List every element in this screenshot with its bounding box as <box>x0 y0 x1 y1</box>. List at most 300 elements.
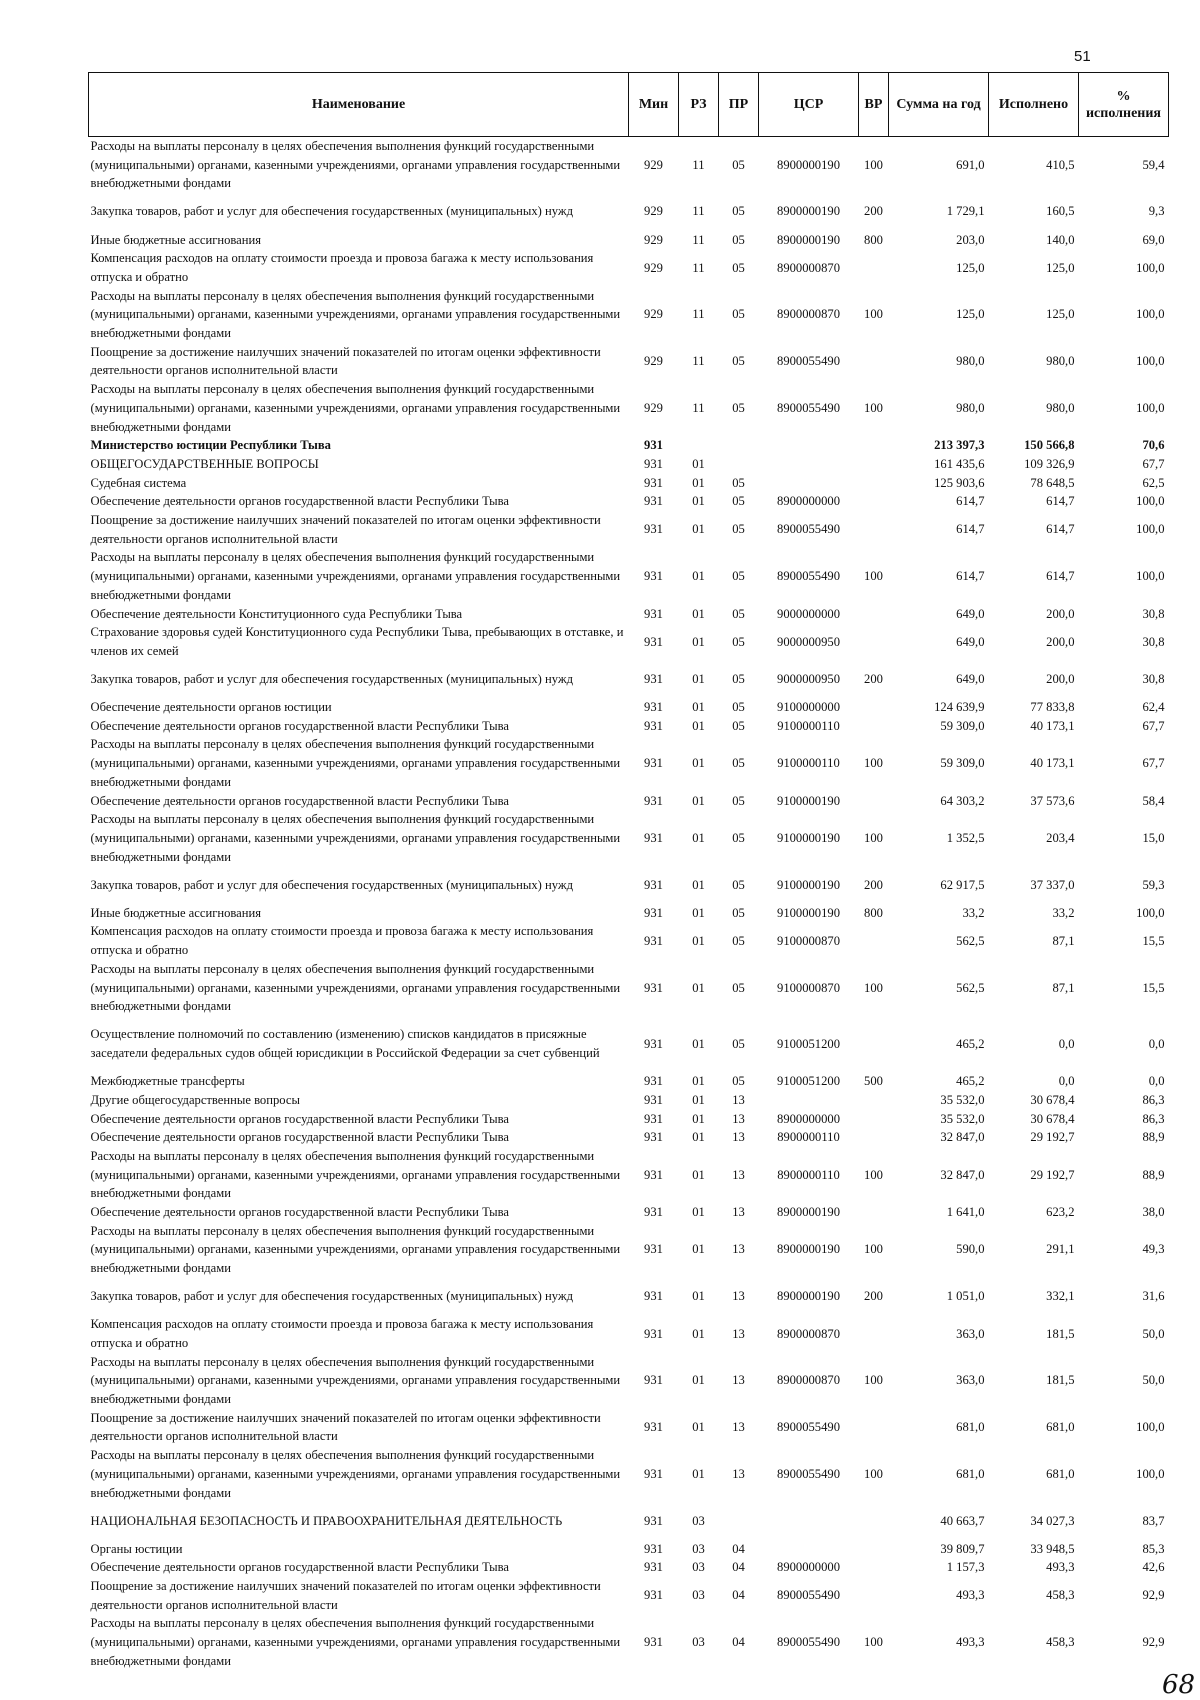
row-min: 931 <box>644 793 663 808</box>
row-csr: 9100000110 <box>777 756 840 771</box>
table-row <box>89 343 1169 380</box>
row-vr: 100 <box>864 830 883 845</box>
row-csr: 9100000000 <box>777 700 840 715</box>
col-header-min: Мин <box>629 73 679 137</box>
row-min: 931 <box>644 475 663 490</box>
table-row <box>89 810 1169 866</box>
row-min: 931 <box>644 1420 663 1435</box>
row-min: 931 <box>644 877 663 892</box>
row-done: 30 678,4 <box>1030 1111 1075 1126</box>
row-done: 458,3 <box>1046 1635 1075 1650</box>
row-pr: 05 <box>732 354 745 369</box>
row-csr: 8900000000 <box>777 1560 840 1575</box>
row-pct: 69,0 <box>1142 232 1165 247</box>
row-pr <box>719 1502 759 1539</box>
row-sum: 980,0 <box>956 400 985 415</box>
row-pr: 05 <box>732 718 745 733</box>
row-pr: 05 <box>732 494 745 509</box>
row-pct: 100,0 <box>1136 1420 1165 1435</box>
row-min: 931 <box>644 830 663 845</box>
row-done: 125,0 <box>1046 307 1075 322</box>
row-sum: 681,0 <box>956 1420 985 1435</box>
row-pct: 67,7 <box>1142 456 1165 471</box>
row-vr <box>859 474 889 493</box>
table-row <box>89 1502 1169 1539</box>
row-min: 931 <box>644 438 663 453</box>
row-done: 29 192,7 <box>1030 1167 1075 1182</box>
row-csr: 9100000190 <box>777 793 840 808</box>
row-min: 931 <box>644 1513 663 1528</box>
row-vr <box>859 717 889 736</box>
table-row <box>89 1091 1169 1110</box>
row-name: Обеспечение деятельности органов государственной власти Республики Тыва <box>90 494 509 509</box>
row-pr: 04 <box>732 1560 745 1575</box>
row-done: 87,1 <box>1052 980 1075 995</box>
row-vr: 100 <box>864 569 883 584</box>
row-sum: 493,3 <box>956 1588 985 1603</box>
row-min: 931 <box>644 1541 663 1556</box>
row-min: 931 <box>644 1092 663 1107</box>
table-row <box>89 1278 1169 1315</box>
row-pct: 31,6 <box>1142 1289 1165 1304</box>
row-name: Поощрение за достижение наилучших значений показателей по итогам оценки эффективности деятельности органов исполнительной власти <box>90 1410 601 1444</box>
row-done: 493,3 <box>1046 1560 1075 1575</box>
row-min: 929 <box>644 354 663 369</box>
row-name: Закупка товаров, работ и услуг для обеспечения государственных (муниципальных) нужд <box>90 672 573 687</box>
row-pct: 85,3 <box>1142 1541 1165 1556</box>
row-rz: 01 <box>692 672 705 687</box>
row-vr: 100 <box>864 1466 883 1481</box>
row-rz: 01 <box>692 634 705 649</box>
row-csr: 9000000950 <box>777 672 840 687</box>
row-csr <box>759 1502 859 1539</box>
row-rz: 01 <box>692 1111 705 1126</box>
row-rz: 11 <box>692 204 705 219</box>
row-vr <box>859 623 889 660</box>
row-vr <box>859 1091 889 1110</box>
table-row <box>89 1446 1169 1502</box>
col-header-pr: ПР <box>719 73 759 137</box>
table-row <box>89 1315 1169 1352</box>
row-done: 77 833,8 <box>1030 700 1075 715</box>
row-done: 614,7 <box>1046 522 1075 537</box>
row-sum: 33,2 <box>962 905 985 920</box>
row-min: 931 <box>644 1560 663 1575</box>
row-rz: 01 <box>692 933 705 948</box>
row-pct: 100,0 <box>1136 400 1165 415</box>
row-done: 614,7 <box>1046 569 1075 584</box>
row-pr: 05 <box>732 522 745 537</box>
row-min: 929 <box>644 157 663 172</box>
row-vr <box>859 1315 889 1352</box>
col-header-name: Наименование <box>89 73 629 137</box>
row-pr: 05 <box>732 204 745 219</box>
row-sum: 125,0 <box>956 260 985 275</box>
table-row <box>89 1203 1169 1222</box>
row-sum: 590,0 <box>956 1242 985 1257</box>
row-pct: 38,0 <box>1142 1205 1165 1220</box>
row-sum: 161 435,6 <box>934 456 985 471</box>
table-row <box>89 1128 1169 1147</box>
row-sum: 614,7 <box>956 494 985 509</box>
table-row <box>89 904 1169 923</box>
table-row <box>89 922 1169 959</box>
table-row <box>89 792 1169 811</box>
row-rz: 01 <box>692 456 705 471</box>
row-rz: 01 <box>692 569 705 584</box>
row-csr: 8900000110 <box>777 1167 840 1182</box>
row-vr <box>859 1502 889 1539</box>
table-row <box>89 735 1169 791</box>
row-vr: 100 <box>864 1635 883 1650</box>
row-sum: 124 639,9 <box>934 700 985 715</box>
row-done: 37 337,0 <box>1030 877 1075 892</box>
row-vr <box>859 492 889 511</box>
row-pct: 15,5 <box>1142 980 1165 995</box>
row-sum: 562,5 <box>956 933 985 948</box>
row-rz: 01 <box>692 718 705 733</box>
row-vr: 100 <box>864 1373 883 1388</box>
row-pct: 59,3 <box>1142 877 1165 892</box>
row-min: 931 <box>644 569 663 584</box>
table-row <box>89 455 1169 474</box>
table-row <box>89 1353 1169 1409</box>
row-csr: 8900000000 <box>777 494 840 509</box>
row-pr: 13 <box>732 1289 745 1304</box>
row-name: Органы юстиции <box>90 1541 183 1556</box>
row-vr: 200 <box>864 204 883 219</box>
row-sum: 649,0 <box>956 606 985 621</box>
row-pct: 9,3 <box>1148 204 1165 219</box>
row-sum: 562,5 <box>956 980 985 995</box>
row-name: Поощрение за достижение наилучших значений показателей по итогам оценки эффективности деятельности органов исполнительной власти <box>90 513 601 546</box>
row-csr: 9100000870 <box>777 933 840 948</box>
row-vr: 100 <box>864 1242 883 1257</box>
row-min: 931 <box>644 1205 663 1220</box>
row-pct: 42,6 <box>1142 1560 1165 1575</box>
row-name: Иные бюджетные ассигнования <box>90 905 262 920</box>
row-pr: 13 <box>732 1242 745 1257</box>
row-pct: 50,0 <box>1142 1373 1165 1388</box>
row-done: 980,0 <box>1046 400 1075 415</box>
row-sum: 64 303,2 <box>940 793 985 808</box>
row-vr: 200 <box>864 672 883 687</box>
row-min: 931 <box>644 700 663 715</box>
row-rz: 03 <box>692 1541 705 1556</box>
row-min: 929 <box>644 232 663 247</box>
row-csr: 8900055490 <box>777 1588 840 1603</box>
row-pr: 05 <box>732 307 745 322</box>
row-csr: 9100000190 <box>777 830 840 845</box>
row-name: Расходы на выплаты персоналу в целях обеспечения выполнения функций государственными (муниципальными) органами, казенными учреждениями, органами управления государственными внебюджетными фондами <box>90 288 621 341</box>
table-row <box>89 1409 1169 1446</box>
row-done: 681,0 <box>1046 1420 1075 1435</box>
row-csr: 9100000190 <box>777 877 840 892</box>
row-done: 332,1 <box>1046 1289 1075 1304</box>
row-name: Обеспечение деятельности органов государственной власти Республики Тыва <box>90 1130 509 1145</box>
row-pr: 05 <box>732 700 745 715</box>
row-csr: 8900055490 <box>777 400 840 415</box>
row-pr: 13 <box>732 1111 745 1126</box>
row-pr: 05 <box>732 672 745 687</box>
row-name: Расходы на выплаты персоналу в целях обеспечения выполнения функций государственными (муниципальными) органами, казенными учреждениями, органами управления государственными внебюджетными фондами <box>90 961 621 1014</box>
row-pr <box>719 455 759 474</box>
row-sum: 614,7 <box>956 522 985 537</box>
row-csr: 8900055490 <box>777 1635 840 1650</box>
row-csr: 8900000190 <box>777 232 840 247</box>
row-name: Закупка товаров, работ и услуг для обеспечения государственных (муниципальных) нужд <box>90 204 573 219</box>
row-pr: 05 <box>732 905 745 920</box>
row-csr: 8900000870 <box>777 1373 840 1388</box>
row-name: Закупка товаров, работ и услуг для обеспечения государственных (муниципальных) нужд <box>90 877 573 892</box>
row-rz: 03 <box>692 1588 705 1603</box>
row-name: Компенсация расходов на оплату стоимости проезда и провоза багажа к месту использования отпуска и обратно <box>90 251 594 284</box>
row-rz: 01 <box>692 756 705 771</box>
row-rz: 01 <box>692 830 705 845</box>
table-row <box>89 1222 1169 1278</box>
row-pr: 05 <box>732 830 745 845</box>
row-vr <box>859 1016 889 1072</box>
row-sum: 493,3 <box>956 1635 985 1650</box>
row-csr: 9000000950 <box>777 634 840 649</box>
row-min: 931 <box>644 1167 663 1182</box>
row-done: 40 173,1 <box>1030 756 1075 771</box>
row-pr: 04 <box>732 1635 745 1650</box>
row-pct: 88,9 <box>1142 1130 1165 1145</box>
row-done: 614,7 <box>1046 494 1075 509</box>
row-pr: 05 <box>732 400 745 415</box>
row-vr: 200 <box>864 877 883 892</box>
row-vr <box>859 1128 889 1147</box>
row-csr: 8900055490 <box>777 569 840 584</box>
row-sum: 213 397,3 <box>934 438 985 453</box>
row-vr <box>859 792 889 811</box>
row-name: Обеспечение деятельности органов юстиции <box>90 700 332 715</box>
row-min: 931 <box>644 1373 663 1388</box>
row-name: Судебная система <box>90 475 187 490</box>
row-pr: 05 <box>732 933 745 948</box>
row-csr: 8900000870 <box>777 1326 840 1341</box>
row-sum: 614,7 <box>956 569 985 584</box>
row-csr <box>759 474 859 493</box>
row-name: Министерство юстиции Республики Тыва <box>90 438 331 453</box>
table-row <box>89 492 1169 511</box>
row-pct: 88,9 <box>1142 1167 1165 1182</box>
row-rz: 01 <box>692 1167 705 1182</box>
row-vr <box>859 922 889 959</box>
row-name: Иные бюджетные ассигнования <box>90 232 262 247</box>
row-pct: 86,3 <box>1142 1092 1165 1107</box>
row-sum: 1 641,0 <box>946 1205 985 1220</box>
row-name: Расходы на выплаты персоналу в целях обеспечения выполнения функций государственными (муниципальными) органами, казенными учреждениями, органами управления государственными внебюджетными фондами <box>90 1148 621 1201</box>
row-rz: 01 <box>692 522 705 537</box>
row-csr <box>759 455 859 474</box>
row-rz: 01 <box>692 1092 705 1107</box>
row-min: 931 <box>644 1111 663 1126</box>
row-name: Обеспечение деятельности органов государственной власти Республики Тыва <box>90 718 509 733</box>
row-pct: 100,0 <box>1136 494 1165 509</box>
row-pct: 67,7 <box>1142 756 1165 771</box>
row-done: 33 948,5 <box>1030 1541 1075 1556</box>
row-done: 0,0 <box>1058 1074 1075 1089</box>
row-rz: 03 <box>692 1513 705 1528</box>
row-done: 33,2 <box>1052 905 1075 920</box>
row-vr <box>859 436 889 455</box>
row-name: Закупка товаров, работ и услуг для обеспечения государственных (муниципальных) нужд <box>90 1289 573 1304</box>
row-min: 931 <box>644 522 663 537</box>
row-name: Расходы на выплаты персоналу в целях обеспечения выполнения функций государственными (муниципальными) органами, казенными учреждениями, органами управления государственными внебюджетными фондами <box>90 139 621 191</box>
row-pr: 05 <box>732 877 745 892</box>
row-pr: 13 <box>732 1326 745 1341</box>
row-csr: 8900055490 <box>777 1466 840 1481</box>
row-min: 931 <box>644 1242 663 1257</box>
row-name: Компенсация расходов на оплату стоимости проезда и провоза багажа к месту использования отпуска и обратно <box>90 924 594 958</box>
col-header-csr: ЦСР <box>759 73 859 137</box>
row-csr: 8900055490 <box>777 354 840 369</box>
row-pct: 62,4 <box>1142 700 1165 715</box>
col-header-sum: Сумма на год <box>889 73 989 137</box>
table-row <box>89 436 1169 455</box>
row-min: 931 <box>644 1466 663 1481</box>
row-csr: 9100000190 <box>777 905 840 920</box>
row-name: Расходы на выплаты персоналу в целях обеспечения выполнения функций государственными (муниципальными) органами, казенными учреждениями, органами управления государственными внебюджетными фондами <box>90 812 621 864</box>
row-vr <box>859 455 889 474</box>
row-csr: 8900000870 <box>777 260 840 275</box>
row-done: 125,0 <box>1046 260 1075 275</box>
table-row <box>89 661 1169 698</box>
row-vr: 100 <box>864 1167 883 1182</box>
row-name: Расходы на выплаты персоналу в целях обеспечения выполнения функций государственными (муниципальными) органами, казенными учреждениями, органами управления государственными внебюджетными фондами <box>90 550 621 602</box>
row-min: 931 <box>644 494 663 509</box>
row-rz: 01 <box>692 606 705 621</box>
row-csr: 8900055490 <box>777 522 840 537</box>
row-min: 931 <box>644 1289 663 1304</box>
row-rz: 01 <box>692 700 705 715</box>
row-min: 931 <box>644 933 663 948</box>
row-vr <box>859 698 889 717</box>
table-row <box>89 866 1169 903</box>
row-sum: 40 663,7 <box>940 1513 985 1528</box>
row-rz: 01 <box>692 475 705 490</box>
row-pr: 05 <box>732 1074 745 1089</box>
row-pct: 100,0 <box>1136 1466 1165 1481</box>
row-done: 34 027,3 <box>1030 1513 1075 1528</box>
row-pr: 05 <box>732 634 745 649</box>
row-csr: 8900000110 <box>777 1130 840 1145</box>
table-header <box>89 73 1169 137</box>
row-sum: 1 729,1 <box>946 204 985 219</box>
row-name: Расходы на выплаты персоналу в целях обеспечения выполнения функций государственными (муниципальными) органами, казенными учреждениями, органами управления государственными внебюджетными фондами <box>90 1448 621 1500</box>
table-row <box>89 717 1169 736</box>
row-name: Расходы на выплаты персоналу в целях обеспечения выполнения функций государственными (муниципальными) органами, казенными учреждениями, органами управления государственными внебюджетными фондами <box>90 382 621 434</box>
row-rz: 01 <box>692 1289 705 1304</box>
row-min: 931 <box>644 1074 663 1089</box>
row-rz: 01 <box>692 1130 705 1145</box>
row-pr: 13 <box>732 1373 745 1388</box>
row-vr <box>859 1558 889 1577</box>
row-csr: 9100051200 <box>777 1036 840 1051</box>
row-pr: 13 <box>732 1092 745 1107</box>
row-pct: 30,8 <box>1142 634 1165 649</box>
row-done: 150 566,8 <box>1024 438 1075 453</box>
row-pct: 15,0 <box>1142 830 1165 845</box>
row-csr: 8900000000 <box>777 1111 840 1126</box>
row-pct: 30,8 <box>1142 672 1165 687</box>
row-done: 160,5 <box>1046 204 1075 219</box>
row-pct: 62,5 <box>1142 475 1165 490</box>
row-sum: 125,0 <box>956 307 985 322</box>
row-pr: 05 <box>732 157 745 172</box>
row-min: 931 <box>644 980 663 995</box>
row-pr: 05 <box>732 1036 745 1051</box>
table-row <box>89 548 1169 604</box>
row-csr: 9000000000 <box>777 606 840 621</box>
row-min: 931 <box>644 905 663 920</box>
row-vr: 800 <box>864 905 883 920</box>
row-pct: 92,9 <box>1142 1588 1165 1603</box>
row-vr: 200 <box>864 1289 883 1304</box>
row-done: 140,0 <box>1046 232 1075 247</box>
table-row <box>89 623 1169 660</box>
row-vr <box>859 343 889 380</box>
row-pct: 100,0 <box>1136 905 1165 920</box>
row-name: Обеспечение деятельности органов государственной власти Республики Тыва <box>90 1560 509 1575</box>
row-done: 109 326,9 <box>1024 456 1075 471</box>
row-sum: 203,0 <box>956 232 985 247</box>
row-pct: 83,7 <box>1142 1513 1165 1528</box>
row-done: 40 173,1 <box>1030 718 1075 733</box>
row-name: Обеспечение деятельности органов государственной власти Республики Тыва <box>90 1111 509 1126</box>
col-header-pct: % исполнения <box>1079 73 1169 137</box>
table-row <box>89 698 1169 717</box>
row-sum: 39 809,7 <box>940 1541 985 1556</box>
row-pct: 86,3 <box>1142 1111 1165 1126</box>
row-name: ОБЩЕГОСУДАРСТВЕННЫЕ ВОПРОСЫ <box>90 456 319 471</box>
row-name: Осуществление полномочий по составлению (изменению) списков кандидатов в присяжные заседатели федеральных судов общей юрисдикции в Российской Федерации за счет субвенций <box>90 1027 600 1061</box>
row-rz: 01 <box>692 1074 705 1089</box>
table-row <box>89 1540 1169 1559</box>
row-name: Поощрение за достижение наилучших значений показателей по итогам оценки эффективности деятельности органов исполнительной власти <box>90 1579 601 1612</box>
row-pct: 0,0 <box>1148 1036 1165 1051</box>
table-row <box>89 605 1169 624</box>
row-csr: 8900000190 <box>777 204 840 219</box>
table-row <box>89 1558 1169 1577</box>
table-row <box>89 1072 1169 1091</box>
row-vr: 800 <box>864 232 883 247</box>
row-vr <box>859 249 889 286</box>
row-min: 929 <box>644 400 663 415</box>
row-done: 0,0 <box>1058 1036 1075 1051</box>
row-csr: 8900000190 <box>777 157 840 172</box>
row-pr: 13 <box>732 1167 745 1182</box>
row-rz: 03 <box>692 1560 705 1575</box>
row-csr: 8900000190 <box>777 1289 840 1304</box>
row-vr: 100 <box>864 157 883 172</box>
row-rz: 01 <box>692 1466 705 1481</box>
row-min: 931 <box>644 718 663 733</box>
table-row <box>89 511 1169 548</box>
row-sum: 62 917,5 <box>940 877 985 892</box>
row-pr: 05 <box>732 606 745 621</box>
row-name: Обеспечение деятельности Конституционного суда Республики Тыва <box>90 606 463 621</box>
page-number: 51 <box>1074 48 1091 65</box>
row-pr <box>719 436 759 455</box>
row-min: 931 <box>644 1635 663 1650</box>
row-done: 410,5 <box>1046 157 1075 172</box>
row-min: 929 <box>644 307 663 322</box>
row-csr <box>759 436 859 455</box>
row-sum: 35 532,0 <box>940 1111 985 1126</box>
